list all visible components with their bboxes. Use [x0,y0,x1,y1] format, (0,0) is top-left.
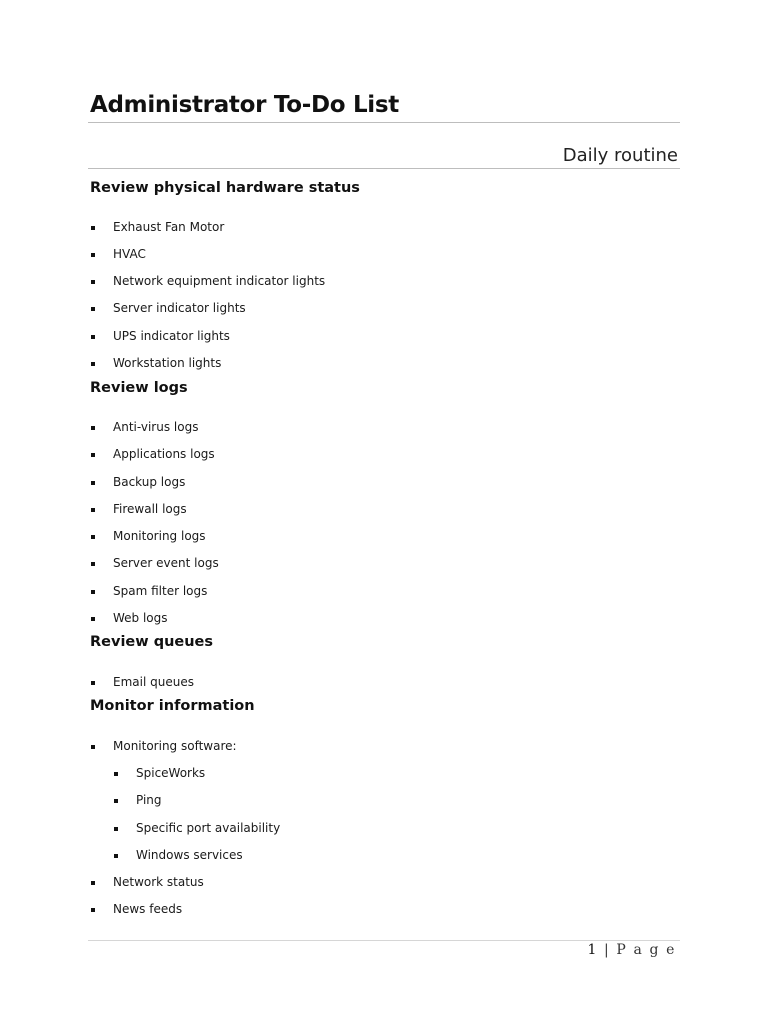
bullet-icon [114,772,118,776]
bullet-icon [91,280,95,284]
list-item: UPS indicator lights [113,329,230,343]
bullet-icon [91,908,95,912]
subtitle-divider [88,168,680,169]
list-item: Applications logs [113,447,215,461]
list-item: Spam filter logs [113,584,208,598]
bullet-icon [91,508,95,512]
list-item: Firewall logs [113,502,187,516]
bullet-icon [91,307,95,311]
list-item: Server event logs [113,556,219,570]
list-item: HVAC [113,247,146,261]
bullet-icon [114,827,118,831]
page-separator: | [604,942,611,958]
list-item: Network status [113,875,204,889]
page-title: Administrator To-Do List [90,92,399,118]
footer-divider [88,940,680,941]
sub-list-item: SpiceWorks [136,766,206,780]
section-subtitle: Daily routine [562,145,678,166]
sub-list-item: Specific port availability [136,821,281,835]
bullet-icon [91,362,95,366]
list-item: Web logs [113,611,168,625]
bullet-icon [91,226,95,230]
list-item: Network equipment indicator lights [113,274,326,288]
list-item: Server indicator lights [113,301,246,315]
list-item: Monitoring software: [113,739,237,753]
bullet-icon [114,799,118,803]
title-divider [88,122,680,123]
bullet-icon [91,681,95,685]
section-heading-monitor: Monitor information [90,698,255,714]
bullet-icon [91,562,95,566]
bullet-icon [91,535,95,539]
bullet-icon [91,426,95,430]
list-item: Exhaust Fan Motor [113,220,225,234]
page-number: 1 [587,942,598,958]
list-item: Monitoring logs [113,529,206,543]
list-item: Backup logs [113,475,186,489]
list-item: Anti-virus logs [113,420,199,434]
page-label: P a g e [616,942,676,958]
bullet-icon [91,481,95,485]
section-heading-hardware: Review physical hardware status [90,180,360,196]
sub-list-item: Ping [136,793,162,807]
list-item: News feeds [113,902,183,916]
section-heading-queues: Review queues [90,634,214,650]
list-item: Email queues [113,675,194,689]
bullet-icon [91,453,95,457]
list-item: Workstation lights [113,356,222,370]
bullet-icon [91,617,95,621]
bullet-icon [91,335,95,339]
bullet-icon [91,253,95,257]
bullet-icon [91,590,95,594]
bullet-icon [114,854,118,858]
bullet-icon [91,881,95,885]
page-footer [587,942,676,958]
sub-list-item: Windows services [136,848,243,862]
section-heading-logs: Review logs [90,380,188,396]
bullet-icon [91,745,95,749]
